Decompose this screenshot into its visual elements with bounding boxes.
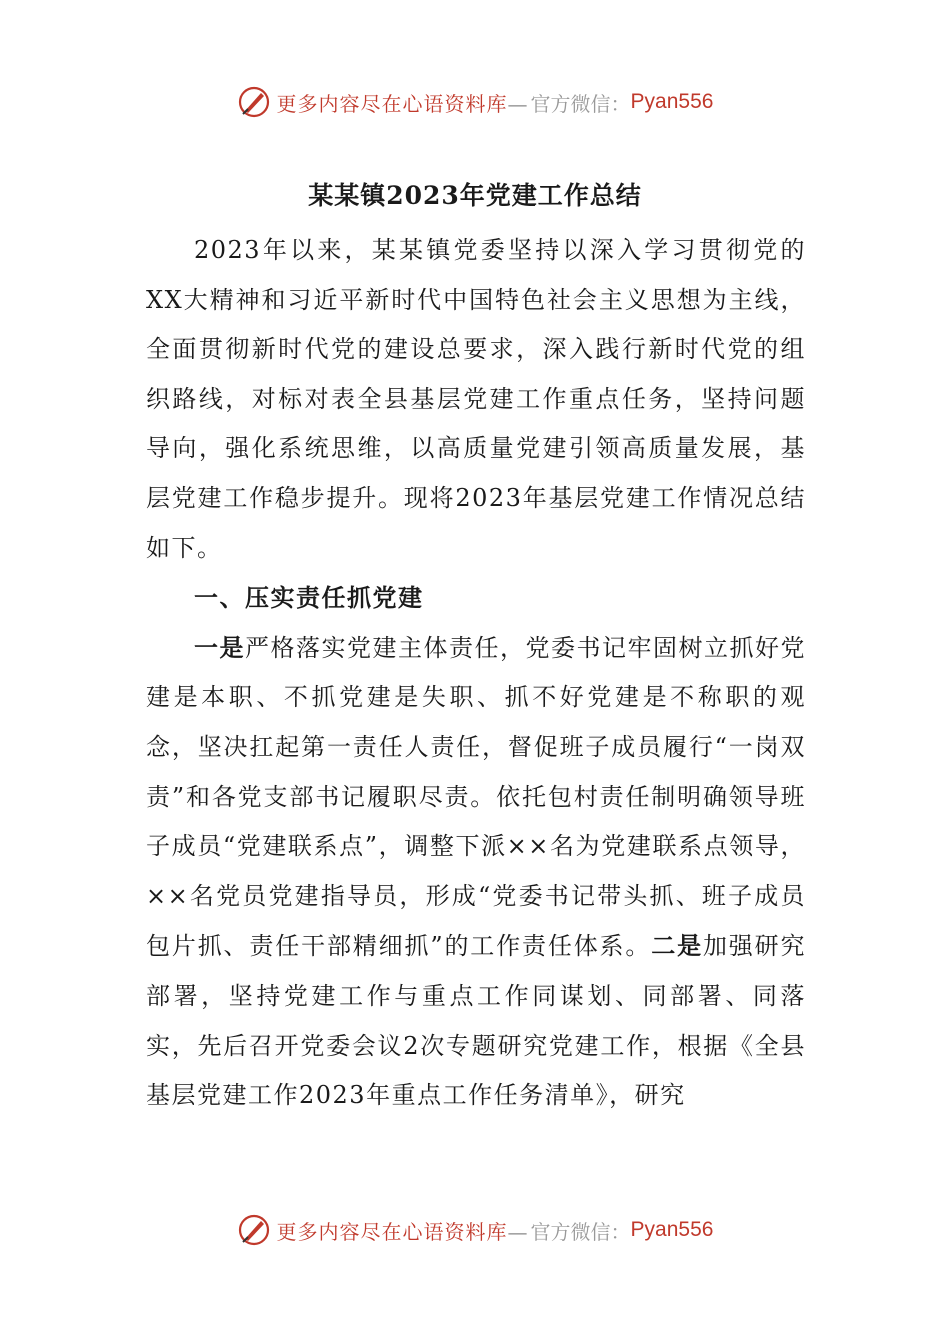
lead-one: 一是 (194, 632, 245, 662)
wechat-label: 官方微信： (530, 91, 631, 116)
document-title: 某某镇2023年党建工作总结 (308, 181, 642, 210)
lead-two: 二是 (651, 931, 703, 961)
header-banner (0, 80, 950, 124)
wechat-id: Pyan556 (630, 90, 714, 113)
paragraph-text-one: 严格落实党建主体责任，党委书记牢固树立抓好党建是本职、不抓党建是失职、抓不好党建是不称职的观念，坚决扛起第一责任人责任，督促班子成员履行“一岗双责”和各党支部书记履职尽责。依托包村责任制明确领导班子成员“党建联系点”，调整下派××名为党建联系点领导，××名党员党建指导员，形成“党委书记带头抓、班子成员包片抓、责任干部精细抓”的工作责任体系。 (146, 633, 806, 961)
intro-paragraph: 2023年以来，某某镇党委坚持以深入学习贯彻党的XX大精神和习近平新时代中国特色社会主义思想为主线，全面贯彻新时代党的建设总要求，深入践行新时代党的组织路线，对标对表全县基层党建工作重点任务，坚持问题导向，强化系统思维，以高质量党建引领高质量发展，基层党建工作稳步提升。现将2023年基层党建工作情况总结如下。 (146, 236, 806, 562)
document-body (146, 226, 806, 1121)
wechat-label: 官方微信： (530, 1219, 631, 1244)
wechat-id: Pyan556 (630, 1218, 714, 1241)
footer-banner (0, 1208, 950, 1252)
quill-logo-icon (237, 85, 271, 119)
banner-text: 更多内容尽在心语资料库— (276, 91, 529, 116)
section-heading: 一、压实责任抓党建 (194, 583, 424, 613)
quill-logo-icon (237, 1213, 271, 1247)
banner-text: 更多内容尽在心语资料库— (276, 1219, 529, 1244)
paragraph-text-two: 加强研究部署，坚持党建工作与重点工作同谋划、同部署、同落实，先后召开党委会议2次专题研究党建工作，根据《全县基层党建工作2023年重点工作任务清单》，研究 (146, 932, 806, 1110)
section-paragraph (146, 623, 806, 1121)
